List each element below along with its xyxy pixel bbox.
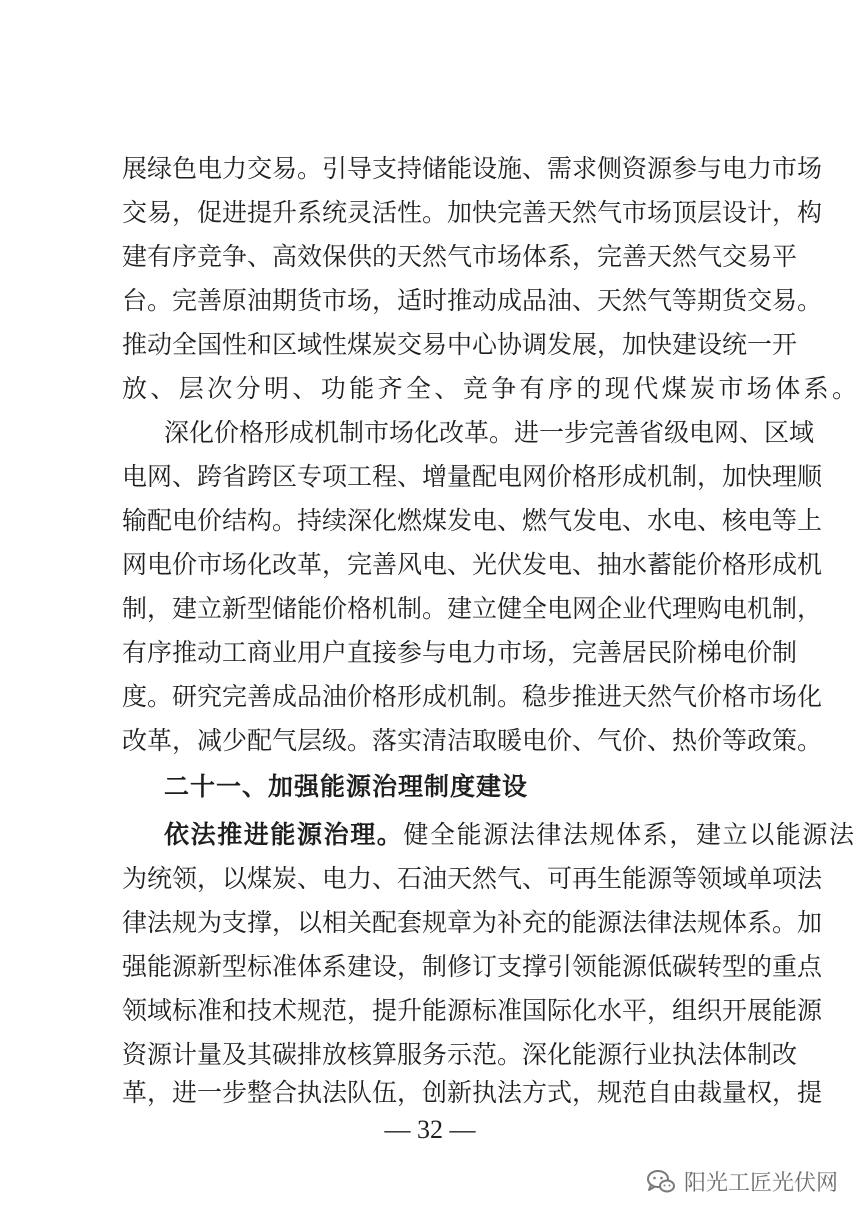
paragraph-line: 度。研究完善成品油价格形成机制。稳步推进天然气价格市场化 [122,682,823,711]
paragraph-line: 电网、跨省跨区专项工程、增量配电网价格形成机制，加快理顺 [122,462,823,491]
paragraph-line: 有序推动工商业用户直接参与电力市场，完善居民阶梯电价制 [122,638,798,667]
paragraph-line: 资源计量及其碳排放核算服务示范。深化能源行业执法体制改 [122,1040,798,1069]
paragraph-line: 制，建立新型储能价格机制。建立健全电网企业代理购电机制， [122,594,823,623]
paragraph-line: 展绿色电力交易。引导支持储能设施、需求侧资源参与电力市场 [122,154,823,183]
paragraph-line: 台。完善原油期货市场，适时推动成品油、天然气等期货交易。 [122,286,823,315]
paragraph-line: 革，进一步整合执法队伍，创新执法方式，规范自由裁量权，提 [122,1078,823,1107]
paragraph-line: 输配电价结构。持续深化燃煤发电、燃气发电、水电、核电等上 [122,506,823,535]
paragraph-line: 改革，减少配气层级。落实清洁取暖电价、气价、热价等政策。 [122,726,823,755]
paragraph-line: 为统领，以煤炭、电力、石油天然气、可再生能源等领域单项法 [122,864,823,893]
paragraph-text: 健全能源法律法规体系，建立以能源法 [403,820,856,849]
paragraph-line: 深化价格形成机制市场化改革。进一步完善省级电网、区域 [164,418,815,447]
watermark [646,1166,838,1197]
paragraph-line: 强能源新型标准体系建设，制修订支撑引领能源低碳转型的重点 [122,952,823,981]
paragraph-line: 建有序竞争、高效保供的天然气市场体系，完善天然气交易平 [122,242,798,271]
paragraph-line: 放、层次分明、功能齐全、竞争有序的现代煤炭市场体系。 [122,374,860,403]
paragraph-line: 律法规为支撑，以相关配套规章为补充的能源法律法规体系。加 [122,908,823,937]
paragraph-line: 网电价市场化改革，完善风电、光伏发电、抽水蓄能价格形成机 [122,550,823,579]
paragraph-line: 推动全国性和区域性煤炭交易中心协调发展，加快建设统一开 [122,330,798,359]
paragraph-line [164,818,856,852]
page-number: — 32 — [384,1115,476,1144]
wechat-icon [646,1169,676,1195]
section-heading: 二十一、加强能源治理制度建设 [164,772,529,801]
watermark-text: 阳光工匠光伏网 [683,1171,838,1196]
paragraph-lead: 依法推进能源治理。 [164,820,404,849]
paragraph-line: 领域标准和技术规范，提升能源标准国际化水平，组织开展能源 [122,996,823,1025]
paragraph-line: 交易，促进提升系统灵活性。加快完善天然气市场顶层设计，构 [122,198,823,227]
